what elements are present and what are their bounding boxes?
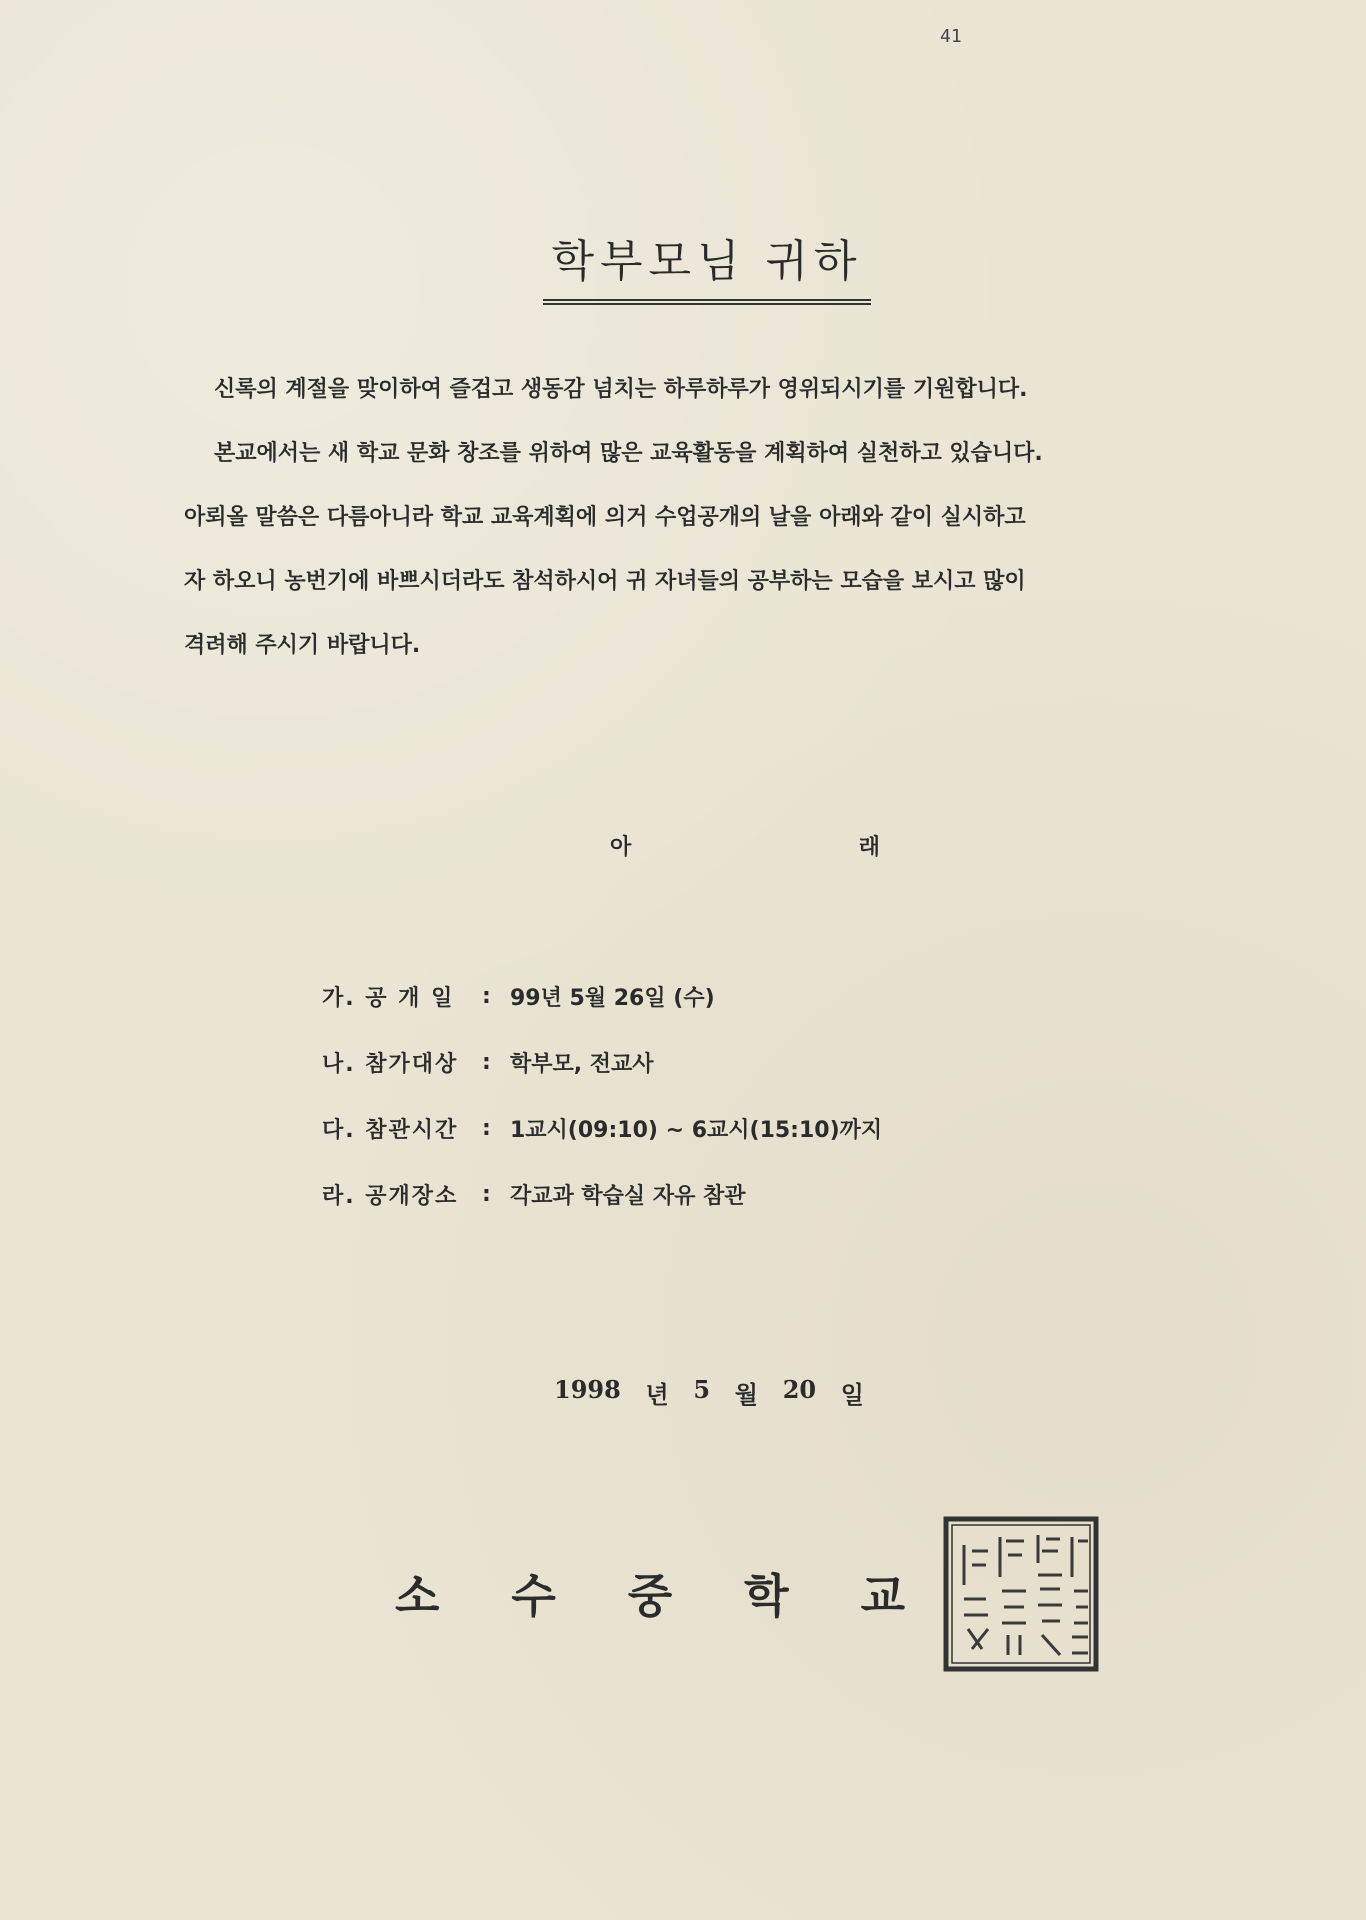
- date-month-unit: 월: [734, 1380, 758, 1409]
- detail-row: [322, 1095, 882, 1161]
- date-year-unit: 년: [645, 1380, 669, 1409]
- school-name-char: 중: [627, 1569, 673, 1623]
- detail-separator: :: [482, 983, 491, 1009]
- title-block: [543, 225, 871, 305]
- detail-value: 학부모, 전교사: [510, 1051, 654, 1077]
- school-name-char: 수: [511, 1569, 556, 1623]
- detail-separator: :: [482, 1049, 491, 1075]
- detail-label: 나. 참가대상: [322, 1051, 459, 1077]
- below-heading-left: 아: [610, 835, 632, 860]
- school-name-char: 학: [744, 1569, 789, 1623]
- school-name-char: 소: [395, 1569, 440, 1623]
- body-line-5: 격려해 주시기 바랍니다.: [184, 633, 421, 658]
- official-seal-stamp: [942, 1515, 1100, 1673]
- page-number: 41: [940, 26, 962, 47]
- detail-row: [322, 1029, 882, 1095]
- detail-label: 다. 참관시간: [322, 1117, 459, 1143]
- body-line-4: 자 하오니 농번기에 바쁘시더라도 참석하시어 귀 자녀들의 공부하는 모습을 보시고 많이: [184, 569, 1026, 594]
- event-details: [322, 963, 882, 1227]
- school-name-char: 교: [860, 1569, 905, 1623]
- below-heading-right: 래: [858, 835, 880, 860]
- detail-value: 99년 5월 26일 (수): [510, 985, 715, 1011]
- date-month: 5: [693, 1375, 711, 1404]
- detail-separator: :: [482, 1115, 491, 1141]
- letter-body: [184, 358, 1224, 678]
- document-title: 학부모님 귀하: [551, 236, 863, 287]
- detail-row: [322, 963, 882, 1029]
- date-year: 1998: [554, 1375, 621, 1404]
- detail-value: 각교과 학습실 자유 참관: [510, 1183, 746, 1209]
- detail-label: 가. 공 개 일: [322, 985, 455, 1011]
- school-name: [395, 1560, 905, 1626]
- detail-value: 1교시(09:10) ~ 6교시(15:10)까지: [510, 1117, 883, 1143]
- date-day-unit: 일: [840, 1380, 864, 1409]
- detail-row: [322, 1161, 882, 1227]
- date-day: 20: [782, 1375, 817, 1404]
- seal-glyph-strokes: [964, 1535, 1088, 1655]
- title-double-underline: [543, 299, 871, 305]
- issue-date: [554, 1375, 864, 1410]
- body-line-3: 아뢰올 말씀은 다름아니라 학교 교육계획에 의거 수업공개의 날을 아래와 같이 실시하고: [184, 505, 1026, 530]
- body-line-1: 신록의 계절을 맞이하여 즐겁고 생동감 넘치는 하루하루가 영위되시기를 기원합니다.: [214, 377, 1028, 402]
- body-line-2: 본교에서는 새 학교 문화 창조를 위하여 많은 교육활동을 계획하여 실천하고 있습니다.: [214, 441, 1043, 466]
- detail-separator: :: [482, 1181, 491, 1207]
- detail-label: 라. 공개장소: [322, 1183, 459, 1209]
- below-heading: [610, 830, 880, 861]
